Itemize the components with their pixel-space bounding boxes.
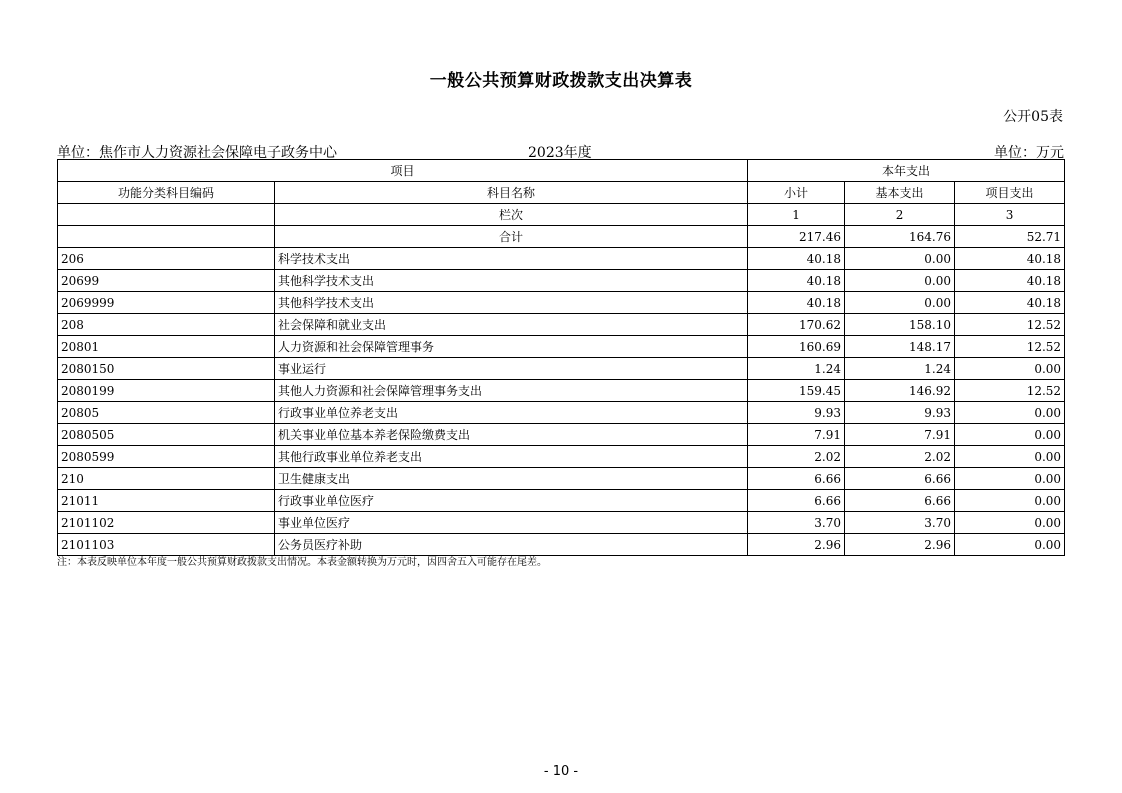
row-basic: 6.66 xyxy=(845,490,955,512)
row-name: 人力资源和社会保障管理事务 xyxy=(275,336,748,358)
row-project: 40.18 xyxy=(955,270,1065,292)
row-project: 0.00 xyxy=(955,402,1065,424)
table-row xyxy=(58,380,1065,402)
row-code: 20805 xyxy=(58,402,275,424)
row-code: 2080199 xyxy=(58,380,275,402)
row-subtotal: 9.93 xyxy=(748,402,845,424)
row-name: 行政事业单位医疗 xyxy=(275,490,748,512)
row-code: 2080505 xyxy=(58,424,275,446)
row-name: 公务员医疗补助 xyxy=(275,534,748,556)
header-col-2: 2 xyxy=(845,204,955,226)
row-name: 科学技术支出 xyxy=(275,248,748,270)
header-basic: 基本支出 xyxy=(845,182,955,204)
row-basic: 2.96 xyxy=(845,534,955,556)
header-row-2 xyxy=(58,182,1065,204)
table-row xyxy=(58,358,1065,380)
row-code: 2080599 xyxy=(58,446,275,468)
row-subtotal: 159.45 xyxy=(748,380,845,402)
row-name: 事业运行 xyxy=(275,358,748,380)
row-subtotal: 1.24 xyxy=(748,358,845,380)
table-row xyxy=(58,336,1065,358)
table-note: 注：本表反映单位本年度一般公共预算财政拨款支出情况。本表金额转换为万元时，因四舍五入可能存在尾差。 xyxy=(57,557,547,568)
table-row xyxy=(58,314,1065,336)
table-row xyxy=(58,512,1065,534)
page-title: 一般公共预算财政拨款支出决算表 xyxy=(429,71,693,91)
total-row xyxy=(58,226,1065,248)
row-code: 210 xyxy=(58,468,275,490)
row-code: 2101102 xyxy=(58,512,275,534)
table-row xyxy=(58,424,1065,446)
table-row xyxy=(58,446,1065,468)
row-project: 0.00 xyxy=(955,424,1065,446)
row-subtotal: 6.66 xyxy=(748,490,845,512)
row-project: 0.00 xyxy=(955,358,1065,380)
row-project: 12.52 xyxy=(955,314,1065,336)
row-subtotal: 40.18 xyxy=(748,270,845,292)
total-empty-cell xyxy=(58,226,275,248)
header-empty-cell xyxy=(58,204,275,226)
row-basic: 0.00 xyxy=(845,248,955,270)
expenditure-table xyxy=(57,159,1065,556)
row-project: 12.52 xyxy=(955,336,1065,358)
row-basic: 0.00 xyxy=(845,292,955,314)
row-code: 20801 xyxy=(58,336,275,358)
row-subtotal: 6.66 xyxy=(748,468,845,490)
row-subtotal: 40.18 xyxy=(748,248,845,270)
header-subtotal: 小计 xyxy=(748,182,845,204)
header-col-1: 1 xyxy=(748,204,845,226)
unit-label: 单位：焦作市人力资源社会保障电子政务中心 xyxy=(57,145,337,161)
header-current-year: 本年支出 xyxy=(748,160,1065,182)
row-name: 其他科学技术支出 xyxy=(275,270,748,292)
row-code: 21011 xyxy=(58,490,275,512)
row-code: 2101103 xyxy=(58,534,275,556)
table-row xyxy=(58,490,1065,512)
table-row xyxy=(58,468,1065,490)
row-code: 2080150 xyxy=(58,358,275,380)
row-subtotal: 2.02 xyxy=(748,446,845,468)
row-basic: 2.02 xyxy=(845,446,955,468)
row-project: 0.00 xyxy=(955,446,1065,468)
row-subtotal: 160.69 xyxy=(748,336,845,358)
row-name: 社会保障和就业支出 xyxy=(275,314,748,336)
row-name: 其他行政事业单位养老支出 xyxy=(275,446,748,468)
row-name: 卫生健康支出 xyxy=(275,468,748,490)
row-name: 其他科学技术支出 xyxy=(275,292,748,314)
header-name: 科目名称 xyxy=(275,182,748,204)
total-project: 52.71 xyxy=(955,226,1065,248)
row-subtotal: 40.18 xyxy=(748,292,845,314)
row-project: 40.18 xyxy=(955,248,1065,270)
total-label: 合计 xyxy=(275,226,748,248)
row-basic: 3.70 xyxy=(845,512,955,534)
row-name: 事业单位医疗 xyxy=(275,512,748,534)
row-basic: 6.66 xyxy=(845,468,955,490)
table-row xyxy=(58,270,1065,292)
row-subtotal: 3.70 xyxy=(748,512,845,534)
header-col-3: 3 xyxy=(955,204,1065,226)
table-row xyxy=(58,292,1065,314)
row-project: 0.00 xyxy=(955,468,1065,490)
header-item: 项目 xyxy=(58,160,748,182)
year-label: 2023年度 xyxy=(528,145,592,161)
row-project: 0.00 xyxy=(955,512,1065,534)
row-code: 2069999 xyxy=(58,292,275,314)
table-row xyxy=(58,402,1065,424)
header-column-index: 栏次 xyxy=(275,204,748,226)
row-basic: 9.93 xyxy=(845,402,955,424)
row-code: 208 xyxy=(58,314,275,336)
header-row-3 xyxy=(58,204,1065,226)
row-basic: 0.00 xyxy=(845,270,955,292)
row-project: 40.18 xyxy=(955,292,1065,314)
row-basic: 146.92 xyxy=(845,380,955,402)
row-name: 行政事业单位养老支出 xyxy=(275,402,748,424)
total-basic: 164.76 xyxy=(845,226,955,248)
unit-row xyxy=(57,142,1064,160)
table-row xyxy=(58,248,1065,270)
header-code: 功能分类科目编码 xyxy=(58,182,275,204)
total-subtotal: 217.46 xyxy=(748,226,845,248)
header-project: 项目支出 xyxy=(955,182,1065,204)
header-row-1 xyxy=(58,160,1065,182)
form-code: 公开05表 xyxy=(1003,109,1063,125)
page-number: - 10 - xyxy=(543,764,579,779)
row-basic: 1.24 xyxy=(845,358,955,380)
row-basic: 158.10 xyxy=(845,314,955,336)
row-basic: 148.17 xyxy=(845,336,955,358)
row-code: 206 xyxy=(58,248,275,270)
row-subtotal: 170.62 xyxy=(748,314,845,336)
row-subtotal: 2.96 xyxy=(748,534,845,556)
row-project: 12.52 xyxy=(955,380,1065,402)
row-name: 其他人力资源和社会保障管理事务支出 xyxy=(275,380,748,402)
row-subtotal: 7.91 xyxy=(748,424,845,446)
row-project: 0.00 xyxy=(955,534,1065,556)
row-basic: 7.91 xyxy=(845,424,955,446)
row-project: 0.00 xyxy=(955,490,1065,512)
row-name: 机关事业单位基本养老保险缴费支出 xyxy=(275,424,748,446)
currency-label: 单位：万元 xyxy=(994,145,1064,161)
row-code: 20699 xyxy=(58,270,275,292)
